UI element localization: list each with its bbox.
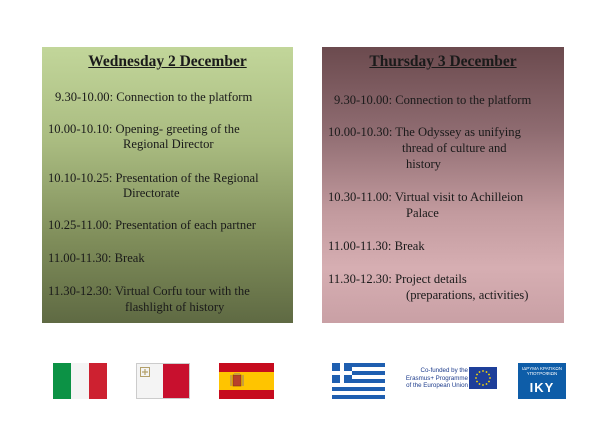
- iky-logo: [518, 363, 566, 399]
- thu-entry-2-cont2: history: [406, 157, 441, 171]
- wed-entry-2-time: 10.00-10.10:: [48, 122, 113, 136]
- thu-entry-2-time: 10.00-10.30:: [328, 125, 393, 139]
- eu-line-3: of the European Union: [406, 382, 468, 390]
- wed-entry-3: [48, 171, 259, 186]
- wed-entry-5-text: Break: [114, 251, 145, 265]
- wed-entry-4: [48, 218, 256, 233]
- wed-entry-2-cont: Regional Director: [123, 137, 214, 151]
- wed-entry-4-time: 10.25-11.00:: [48, 218, 112, 232]
- thu-entry-5-text: Project details: [395, 272, 467, 286]
- iky-big-text: IKY: [529, 380, 555, 395]
- thu-entry-1-text: Connection to the platform: [395, 93, 532, 107]
- eu-line-1: Co-funded by the: [420, 367, 468, 374]
- wed-entry-4-text: Presentation of each partner: [115, 218, 256, 232]
- thu-entry-5: [328, 272, 467, 287]
- wed-entry-6-cont: flashlight of history: [125, 300, 225, 314]
- wed-entry-1-text: Connection to the platform: [116, 90, 253, 104]
- wed-entry-2-text: Opening- greeting of the: [115, 122, 240, 136]
- thu-entry-3: [328, 190, 523, 205]
- thu-entry-5-time: 11.30-12.30:: [328, 272, 392, 286]
- wednesday-title: Wednesday 2 December: [88, 53, 247, 70]
- thu-entry-1-time: 9.30-10.00:: [334, 93, 393, 107]
- malta-flag-icon: [136, 363, 190, 399]
- thu-entry-3-time: 10.30-11.00:: [328, 190, 392, 204]
- wed-entry-5: [48, 251, 145, 266]
- wed-entry-6-time: 11.30-12.30:: [48, 284, 112, 298]
- thu-entry-2: [328, 125, 521, 140]
- thu-entry-3-cont: Palace: [406, 206, 439, 220]
- eu-flag-icon: [469, 367, 497, 389]
- thu-entry-4-text: Break: [394, 239, 425, 253]
- wed-entry-1: [55, 90, 252, 105]
- thu-entry-4-time: 11.00-11.30:: [328, 239, 392, 253]
- wednesday-panel: [42, 47, 293, 323]
- wed-entry-5-time: 11.00-11.30:: [48, 251, 112, 265]
- thu-entry-4: [328, 239, 425, 254]
- thursday-panel: [322, 47, 564, 323]
- wed-entry-3-cont: Directorate: [123, 186, 180, 200]
- thu-entry-2-cont: thread of culture and: [402, 141, 507, 155]
- italy-flag-icon: [53, 363, 107, 399]
- thu-entry-3-text: Virtual visit to Achilleion: [394, 190, 524, 204]
- thu-entry-2-text: The Odyssey as unifying: [395, 125, 521, 139]
- greece-flag-icon: [332, 363, 385, 399]
- thursday-title: Thursday 3 December: [369, 53, 517, 70]
- spain-flag-icon: [219, 363, 274, 399]
- eu-line-2: Erasmus+ Programme: [405, 374, 468, 382]
- wed-entry-3-time: 10.10-10.25:: [48, 171, 113, 185]
- eu-cofunded-text: [404, 367, 468, 390]
- thu-entry-5-cont: (preparations, activities): [406, 288, 529, 302]
- wed-entry-6: [48, 284, 250, 299]
- iky-small-text: ΙΔΡΥΜΑ ΚΡΑΤΙΚΩΝ ΥΠΟΤΡΟΦΙΩΝ: [522, 366, 562, 376]
- thu-entry-1: [334, 93, 531, 108]
- wed-entry-1-time: 9.30-10.00:: [55, 90, 114, 104]
- wed-entry-2: [48, 122, 240, 137]
- wed-entry-6-text: Virtual Corfu tour with the: [114, 284, 250, 298]
- wed-entry-3-text: Presentation of the Regional: [115, 171, 259, 185]
